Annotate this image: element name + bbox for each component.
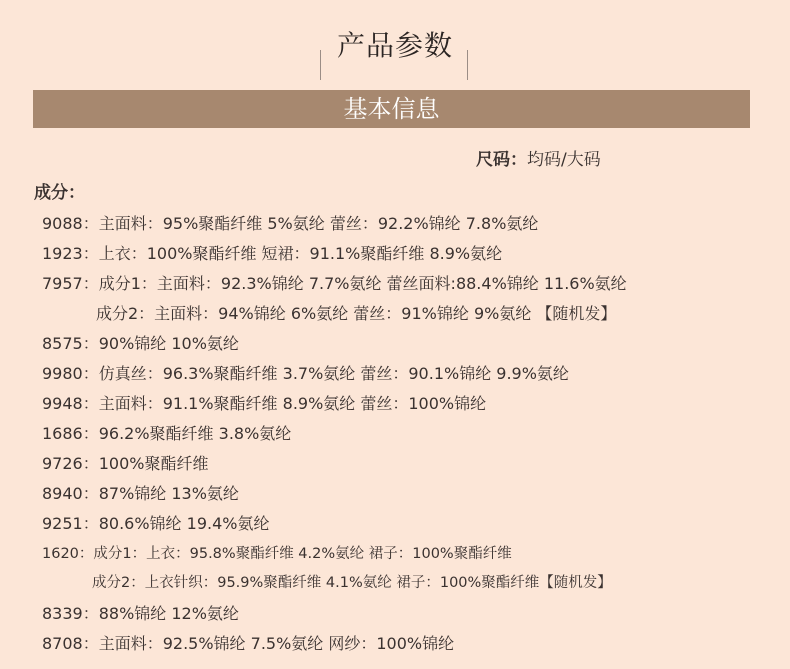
composition-row: 7957：成分1：主面料：92.3%锦纶 7.7%氨纶 蕾丝面料:88.4%锦纶 11.6%氨纶	[42, 274, 627, 293]
composition-row: 1923：上衣：100%聚酯纤维 短裙：91.1%聚酯纤维 8.9%氨纶	[42, 244, 503, 263]
composition-row: 1686：96.2%聚酯纤维 3.8%氨纶	[42, 424, 292, 443]
composition-row: 1620：成分1：上衣：95.8%聚酯纤维 4.2%氨纶 裙子：100%聚酯纤维	[42, 546, 512, 562]
composition-row: 成分2：主面料：94%锦纶 6%氨纶 蕾丝：91%锦纶 9%氨纶 【随机发】	[96, 304, 617, 323]
composition-row: 8575：90%锦纶 10%氨纶	[42, 334, 239, 353]
composition-row: 8940：87%锦纶 13%氨纶	[42, 484, 239, 503]
title-divider-left	[320, 50, 321, 80]
size-value: 均码/大码	[527, 150, 601, 170]
composition-row: 9980：仿真丝：96.3%聚酯纤维 3.7%氨纶 蕾丝：90.1%锦纶 9.9%氨纶	[42, 364, 569, 383]
composition-row: 9088：主面料：95%聚酯纤维 5%氨纶 蕾丝：92.2%锦纶 7.8%氨纶	[42, 214, 539, 233]
composition-row: 成分2：上衣针织：95.9%聚酯纤维 4.1%氨纶 裙子：100%聚酯纤维【随机发】	[92, 575, 612, 591]
page-title: 产品参数	[336, 29, 453, 62]
size-label: 尺码：	[476, 150, 527, 170]
size-info	[476, 148, 601, 172]
composition-row: 8339：88%锦纶 12%氨纶	[42, 604, 239, 623]
composition-row: 9251：80.6%锦纶 19.4%氨纶	[42, 514, 270, 533]
composition-row: 8708：主面料：92.5%锦纶 7.5%氨纶 网纱：100%锦纶	[42, 634, 455, 653]
header	[0, 28, 790, 80]
composition-label: 成分：	[34, 183, 85, 203]
title-divider-right	[467, 50, 468, 80]
section-header-bar: 基本信息	[33, 90, 750, 128]
composition-row: 9948：主面料：91.1%聚酯纤维 8.9%氨纶 蕾丝：100%锦纶	[42, 394, 487, 413]
composition-row: 9726：100%聚酯纤维	[42, 454, 209, 473]
